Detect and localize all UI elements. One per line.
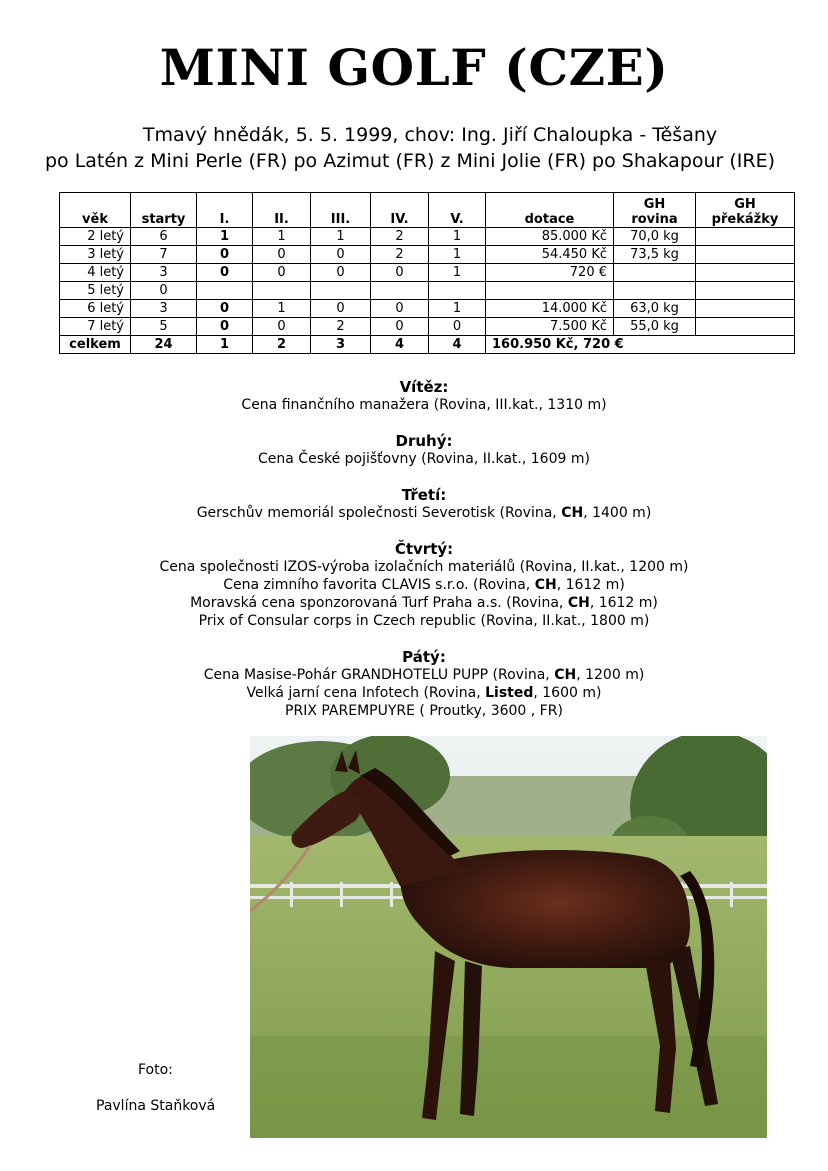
race-text: Cena Masise-Pohár GRANDHOTELU PUPP (Rovina, [203,667,555,683]
cell-p3: 1 [311,228,371,246]
cell-p5: 1 [429,264,486,282]
horse-photo-illustration [250,736,767,1138]
third-race [0,504,828,522]
race-text: , 1600 m) [533,685,602,701]
cell-starts: 7 [131,246,197,264]
cell-prize: 720 € [486,264,614,282]
cell-p1: 1 [197,228,253,246]
race-results [0,378,828,720]
cell-p2: 0 [253,246,311,264]
race-text: Gerschův memoriál společnosti Severotisk (Rovina, [196,505,562,521]
cell-p1: 0 [197,264,253,282]
table-row [60,228,795,246]
cell-age: 2 letý [60,228,131,246]
header-gh-flat [614,193,696,228]
table-row [60,300,795,318]
race-text: , 1400 m) [583,505,652,521]
cell-p3: 2 [311,318,371,336]
header-place-2: II. [253,193,311,228]
cell-p1: 0 [197,246,253,264]
cell-total-starts: 24 [131,336,197,354]
header-gh-jump-2: překážky [711,212,779,227]
race-text: , 1200 m) [576,667,645,683]
photo-credit-name: Pavlína Staňková [96,1098,216,1114]
race-category: Listed [485,685,534,701]
cell-prize: 7.500 Kč [486,318,614,336]
cell-p4: 2 [371,246,429,264]
cell-gh-flat: 55,0 kg [614,318,696,336]
header-starts: starty [131,193,197,228]
cell-p2: 1 [253,300,311,318]
cell-prize [486,282,614,300]
race-text: Velká jarní cena Infotech (Rovina, [246,685,486,701]
header-place-1: I. [197,193,253,228]
race-category: CH [567,595,590,611]
cell-starts: 6 [131,228,197,246]
photo-credit-label: Foto: [138,1062,173,1078]
race-text: Cena zimního favorita CLAVIS s.r.o. (Rovina, [223,577,535,593]
horse-description: Tmavý hnědák, 5. 5. 1999, chov: Ing. Jiří Chaloupka - Těšany [142,124,718,146]
race-category: CH [561,505,584,521]
cell-gh-flat: 70,0 kg [614,228,696,246]
header-age: věk [60,193,131,228]
cell-p3 [311,282,371,300]
fifth-heading: Pátý: [402,648,446,666]
table-total-row [60,336,795,354]
cell-gh-jump [696,300,795,318]
cell-p3: 0 [311,300,371,318]
cell-p5: 1 [429,246,486,264]
cell-p4: 0 [371,264,429,282]
cell-prize: 54.450 Kč [486,246,614,264]
cell-p3: 0 [311,264,371,282]
header-gh-jump [696,193,795,228]
page-title: MINI GOLF (CZE) [159,38,669,97]
cell-gh-jump [696,318,795,336]
horse-photo [250,736,767,1138]
cell-p5 [429,282,486,300]
cell-p5: 0 [429,318,486,336]
fifth-race: PRIX PAREMPUYRE ( Proutky, 3600 , FR) [285,703,563,719]
race-text: , 1612 m) [589,595,658,611]
pedigree-line: po Latén z Mini Perle (FR) po Azimut (FR) z Mini Jolie (FR) po Shakapour (IRE) [44,150,776,172]
cell-total-p4: 4 [371,336,429,354]
cell-p2: 0 [253,264,311,282]
second-heading: Druhý: [395,432,453,450]
cell-age: 7 letý [60,318,131,336]
cell-gh-flat [614,264,696,282]
cell-p1: 0 [197,300,253,318]
race-text: , 1612 m) [556,577,625,593]
winner-heading: Vítěz: [399,378,449,396]
cell-starts: 5 [131,318,197,336]
cell-total-prize: 160.950 Kč, 720 € [486,336,795,354]
cell-age: 4 letý [60,264,131,282]
race-category: CH [534,577,557,593]
race-text: Moravská cena sponzorovaná Turf Praha a.s. (Rovina, [190,595,568,611]
fifth-race [0,684,828,702]
second-race: Cena České pojišťovny (Rovina, II.kat., 1609 m) [258,451,590,467]
cell-gh-flat: 73,5 kg [614,246,696,264]
header-gh-flat-1: GH [643,197,666,212]
race-stats-table [59,192,795,354]
header-place-5: V. [429,193,486,228]
cell-age: 3 letý [60,246,131,264]
cell-p3: 0 [311,246,371,264]
header-place-4: IV. [371,193,429,228]
header-gh-jump-1: GH [734,197,756,212]
table-row [60,282,795,300]
cell-total-p3: 3 [311,336,371,354]
third-heading: Třetí: [401,486,447,504]
cell-p2: 1 [253,228,311,246]
cell-p2 [253,282,311,300]
header-gh-flat-2: rovina [631,212,678,227]
cell-starts: 3 [131,264,197,282]
cell-p1: 0 [197,318,253,336]
cell-p5: 1 [429,300,486,318]
table-row [60,246,795,264]
cell-p1 [197,282,253,300]
cell-gh-flat [614,282,696,300]
cell-total-p2: 2 [253,336,311,354]
table-row [60,264,795,282]
fourth-race: Cena společnosti IZOS-výroba izolačních materiálů (Rovina, II.kat., 1200 m) [159,559,689,575]
header-place-3: III. [311,193,371,228]
cell-p4: 0 [371,318,429,336]
table-row [60,318,795,336]
winner-race: Cena finančního manažera (Rovina, III.kat., 1310 m) [241,397,607,413]
cell-starts: 3 [131,300,197,318]
cell-p4 [371,282,429,300]
cell-gh-jump [696,264,795,282]
cell-age: 5 letý [60,282,131,300]
cell-prize: 85.000 Kč [486,228,614,246]
cell-gh-jump [696,282,795,300]
cell-gh-flat: 63,0 kg [614,300,696,318]
fourth-race [0,576,828,594]
cell-age: 6 letý [60,300,131,318]
fourth-heading: Čtvrtý: [394,540,454,558]
cell-total-p5: 4 [429,336,486,354]
race-category: CH [554,667,577,683]
cell-prize: 14.000 Kč [486,300,614,318]
cell-p4: 2 [371,228,429,246]
cell-starts: 0 [131,282,197,300]
header-prize: dotace [486,193,614,228]
cell-gh-jump [696,228,795,246]
fifth-race [0,666,828,684]
cell-p5: 1 [429,228,486,246]
table-header-row [60,193,795,228]
cell-p2: 0 [253,318,311,336]
cell-total-p1: 1 [197,336,253,354]
cell-p4: 0 [371,300,429,318]
fourth-race [0,594,828,612]
cell-total-label: celkem [60,336,131,354]
fourth-race: Prix of Consular corps in Czech republic (Rovina, II.kat., 1800 m) [198,613,650,629]
cell-gh-jump [696,246,795,264]
